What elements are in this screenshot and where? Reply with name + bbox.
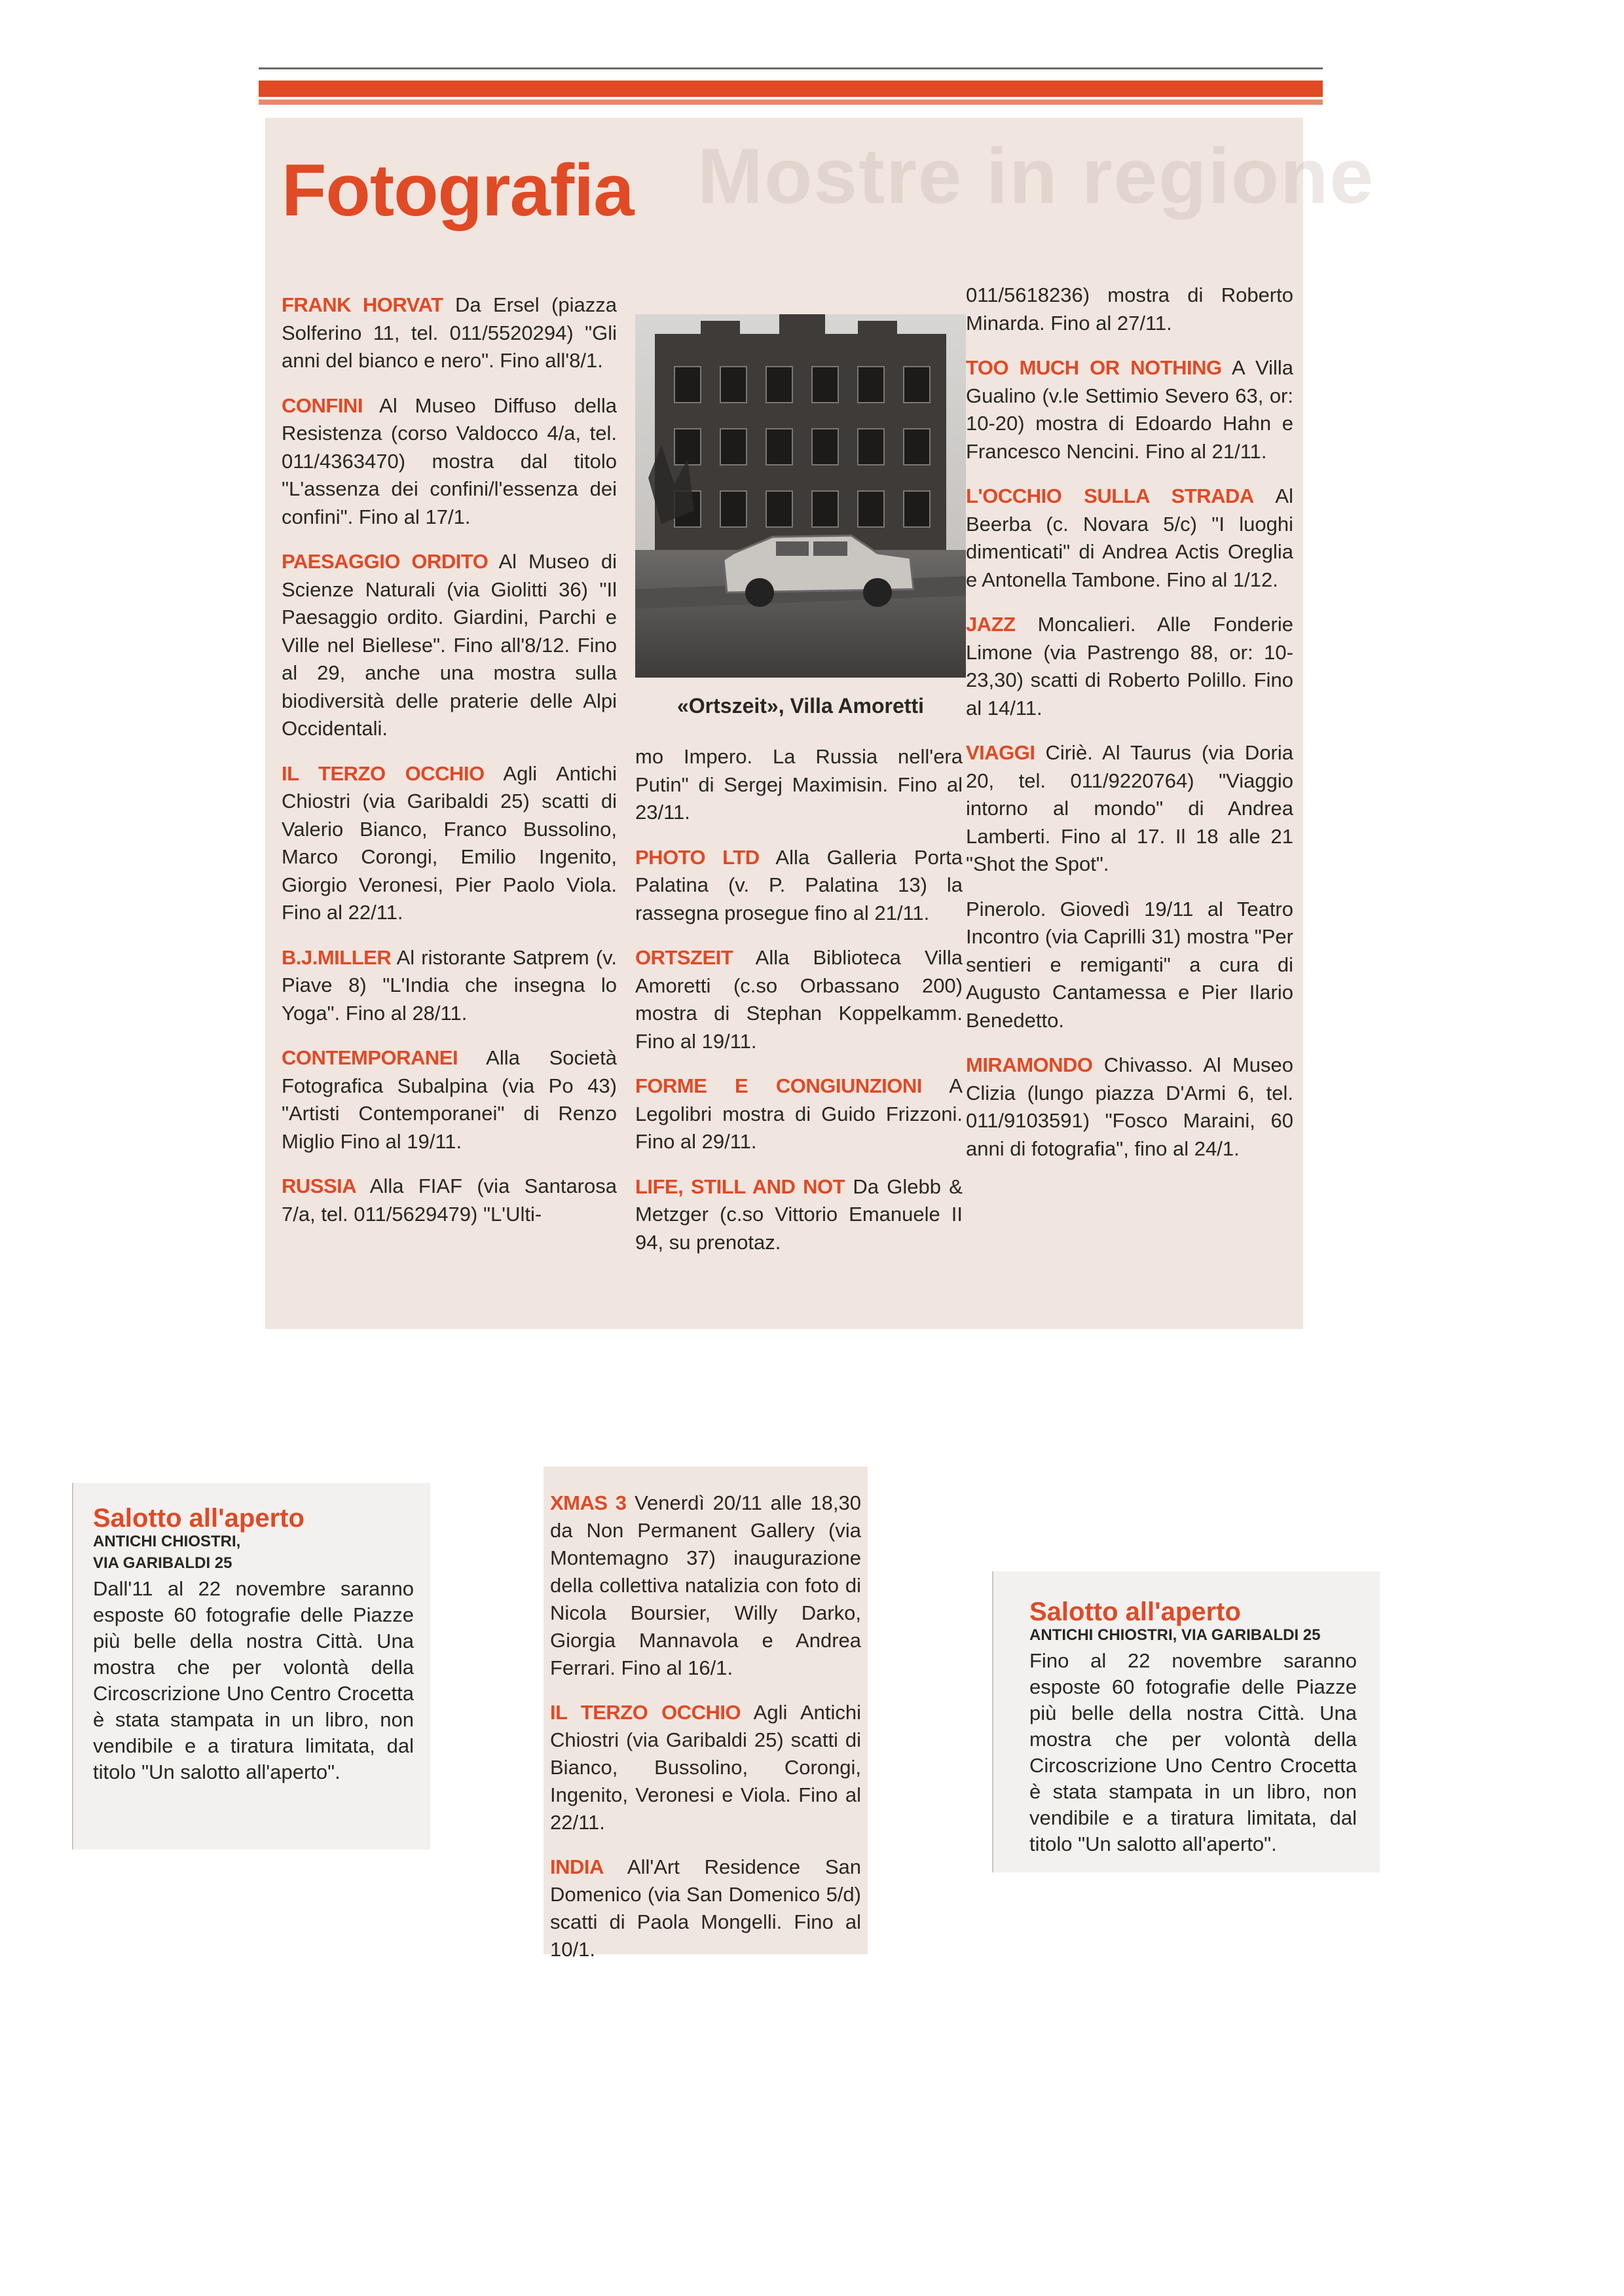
entry-heading: JAZZ xyxy=(966,613,1016,636)
article-entry xyxy=(635,844,963,928)
clip-left-subtitle-1: ANTICHI CHIOSTRI, xyxy=(93,1533,241,1550)
article-entry xyxy=(966,739,1293,879)
article-entry xyxy=(282,291,617,375)
article-entry xyxy=(282,1173,617,1228)
column-3 xyxy=(966,282,1293,1180)
article-entry xyxy=(550,1489,861,1682)
column-2 xyxy=(635,743,963,1273)
article-entry xyxy=(635,743,963,827)
top-red-band-lower xyxy=(259,100,1323,105)
article-entry xyxy=(635,944,963,1055)
entry-text: Pinerolo. Giovedì 19/11 al Teatro Incontro (via Caprilli 31) mostra "Per sentieri e remiganti" a cura di Augusto Cantamessa e Pier Ilario Benedetto. xyxy=(966,897,1293,1032)
entry-heading: IL TERZO OCCHIO xyxy=(550,1701,741,1724)
clipping-middle xyxy=(544,1467,868,1961)
article-entry xyxy=(282,548,617,743)
entry-text: Alla Galleria Porta Palatina (v. P. Palatina 13) la rassegna prosegue fino al 21/11. xyxy=(635,845,963,924)
entry-text: Al Museo Diffuso della Resistenza (corso Valdocco 4/a, tel. 011/4363470) mostra dal titolo "L'assenza dei confini/l'essenza dei confini". Fino al 17/1. xyxy=(282,393,617,528)
entry-text: Alla Società Fotografica Subalpina (via Po 43) "Artisti Contemporanei" di Renzo Miglio Fino al 19/11. xyxy=(282,1046,617,1153)
entry-text: All'Art Residence San Domenico (via San Domenico 5/d) scatti di Paola Mongelli. Fino al 10/1. xyxy=(550,1855,861,1961)
entry-heading: LIFE, STILL AND NOT xyxy=(635,1175,845,1198)
entry-heading: INDIA xyxy=(550,1855,604,1878)
entry-heading: FORME E CONGIUNZIONI xyxy=(635,1074,922,1097)
entry-text: A Legolibri mostra di Guido Frizzoni. Fino al 29/11. xyxy=(635,1074,963,1153)
entry-text: Alla FIAF (via Santarosa 7/a, tel. 011/5629479) "L'Ulti- xyxy=(282,1175,617,1226)
entry-text: Venerdì 20/11 alle 18,30 da Non Permanent Gallery (via Montemagno 37) inaugurazione della collettiva natalizia con foto di Nicola Boursier, Willy Darko, Giorgia Mannavola e Andrea Ferrari. Fino al 16/1. xyxy=(550,1491,861,1679)
entry-text: Alla Biblioteca Villa Amoretti (c.so Orbassano 200) mostra di Stephan Koppelkamm. Fino al 19/11. xyxy=(635,946,963,1053)
clip-right-subtitle: ANTICHI CHIOSTRI, VIA GARIBALDI 25 xyxy=(1029,1626,1321,1644)
entry-text: mo Impero. La Russia nell'era Putin" di Sergej Maximisin. Fino al 23/11. xyxy=(635,745,963,824)
clip-right-body: Fino al 22 novembre saranno esposte 60 fotografie delle Piazze più belle della nostra Città. Una mostra che per volontà della Circoscrizione Uno Centro Crocetta è stata stampata in un libro, non vendibile e a tiratura limitata, dal titolo "Un salotto all'aperto". xyxy=(1029,1649,1357,1855)
main-article-clipping xyxy=(265,118,1375,1329)
entry-heading: L'OCCHIO SULLA STRADA xyxy=(966,484,1254,507)
entry-text: A Villa Gualino (v.le Settimio Severo 63, or: 10-20) mostra di Edoardo Hahn e Francesco Nencini. Fino al 21/11. xyxy=(966,356,1293,463)
article-entry xyxy=(282,944,617,1028)
entry-text: 011/5618236) mostra di Roberto Minarda. Fino al 27/11. xyxy=(966,283,1293,335)
entry-text: Al Beerba (c. Novara 5/c) "I luoghi dimenticati" di Andrea Actis Oreglia e Antonella Tambone. Fino al 1/12. xyxy=(966,484,1293,591)
section-title: Fotografia xyxy=(282,149,634,231)
article-entry xyxy=(966,282,1293,337)
entry-heading: ORTSZEIT xyxy=(635,946,733,969)
entry-text: Da Ersel (piazza Solferino 11, tel. 011/5520294) "Gli anni del bianco e nero". Fino all'8/1. xyxy=(282,293,617,372)
entry-text: Al Museo di Scienze Naturali (via Giolitti 36) "Il Paesaggio ordito. Giardini, Parchi e Ville nel Biellese". Fino all'8/12. Fino al 29, anche una mostra sulla biodiversità delle praterie delle Alpi Occidentali. xyxy=(282,550,617,740)
entry-text: Chivasso. Al Museo Clizia (lungo piazza D'Armi 6, tel. 011/9103591) "Fosco Maraini, 60 anni di fotografia", fino al 24/1. xyxy=(966,1053,1293,1160)
clipping-salotto-left xyxy=(72,1483,430,1850)
entry-heading: VIAGGI xyxy=(966,741,1035,764)
article-entry xyxy=(966,611,1293,722)
clip-middle-column xyxy=(550,1489,861,1980)
article-entry xyxy=(282,760,617,927)
entry-heading: MIRAMONDO xyxy=(966,1053,1093,1076)
entry-heading: CONFINI xyxy=(282,393,363,417)
entry-heading: CONTEMPORANEI xyxy=(282,1046,458,1069)
article-entry xyxy=(550,1853,861,1963)
article-entry xyxy=(635,1072,963,1156)
article-entry xyxy=(966,354,1293,465)
entry-text: Da Glebb & Metzger (c.so Vittorio Emanuele II 94, su prenotaz. xyxy=(635,1175,963,1254)
entry-text: Moncalieri. Alle Fonderie Limone (via Pastrengo 88, or: 10-23,30) scatti di Roberto Polillo. Fino al 14/11. xyxy=(966,613,1293,720)
clip-left-title: Salotto all'aperto xyxy=(93,1504,304,1533)
entry-heading: XMAS 3 xyxy=(550,1491,627,1514)
ghost-header-text: Mostre in regione xyxy=(697,132,1375,220)
article-entry xyxy=(282,392,617,532)
entry-heading: PAESAGGIO ORDITO xyxy=(282,550,489,573)
photo-caption: «Ortszeit», Villa Amoretti xyxy=(676,694,924,718)
clip-right-title: Salotto all'aperto xyxy=(1029,1597,1241,1626)
entry-text: Agli Antichi Chiostri (via Garibaldi 25) scatti di Valerio Bianco, Franco Bussolino, Marco Corongi, Emilio Ingenito, Giorgio Veronesi, Pier Paolo Viola. Fino al 22/11. xyxy=(282,761,617,924)
ortszeit-photo xyxy=(635,314,966,678)
entry-heading: IL TERZO OCCHIO xyxy=(282,761,485,785)
entry-heading: TOO MUCH OR NOTHING xyxy=(966,356,1222,379)
article-entry xyxy=(282,1044,617,1156)
article-entry xyxy=(635,1173,963,1257)
top-red-band xyxy=(259,81,1323,97)
entry-text: Ciriè. Al Taurus (via Doria 20, tel. 011/9220764) "Viaggio intorno al mondo" di Andrea Lamberti. Fino al 17. Il 18 alle 21 "Shot the Spot". xyxy=(966,741,1293,875)
entry-heading: B.J.MILLER xyxy=(282,945,392,969)
article-entry xyxy=(966,1051,1293,1163)
article-entry xyxy=(966,896,1293,1035)
entry-text: Al ristorante Satprem (v. Piave 8) "L'India che insegna lo Yoga". Fino al 28/11. xyxy=(282,945,617,1025)
clip-left-body: Dall'11 al 22 novembre saranno esposte 60 fotografie delle Piazze più belle della nostra Città. Una mostra che per volontà della Circoscrizione Uno Centro Crocetta è stata stampata in un libro, non vendibile e a tiratura limitata, dal titolo "Un salotto all'aperto". xyxy=(93,1576,414,1783)
article-entry xyxy=(966,483,1293,594)
clipping-salotto-right xyxy=(992,1571,1380,1872)
top-rule xyxy=(259,67,1323,69)
entry-text: Agli Antichi Chiostri (via Garibaldi 25) scatti di Bianco, Bussolino, Corongi, Ingenito, Veronesi e Viola. Fino al 22/11. xyxy=(550,1701,861,1834)
entry-heading: RUSSIA xyxy=(282,1175,357,1197)
entry-heading: FRANK HORVAT xyxy=(282,293,443,316)
clip-left-subtitle-2: VIA GARIBALDI 25 xyxy=(93,1554,232,1572)
article-entry xyxy=(550,1699,861,1836)
entry-heading: PHOTO LTD xyxy=(635,845,760,869)
column-1 xyxy=(282,291,617,1245)
